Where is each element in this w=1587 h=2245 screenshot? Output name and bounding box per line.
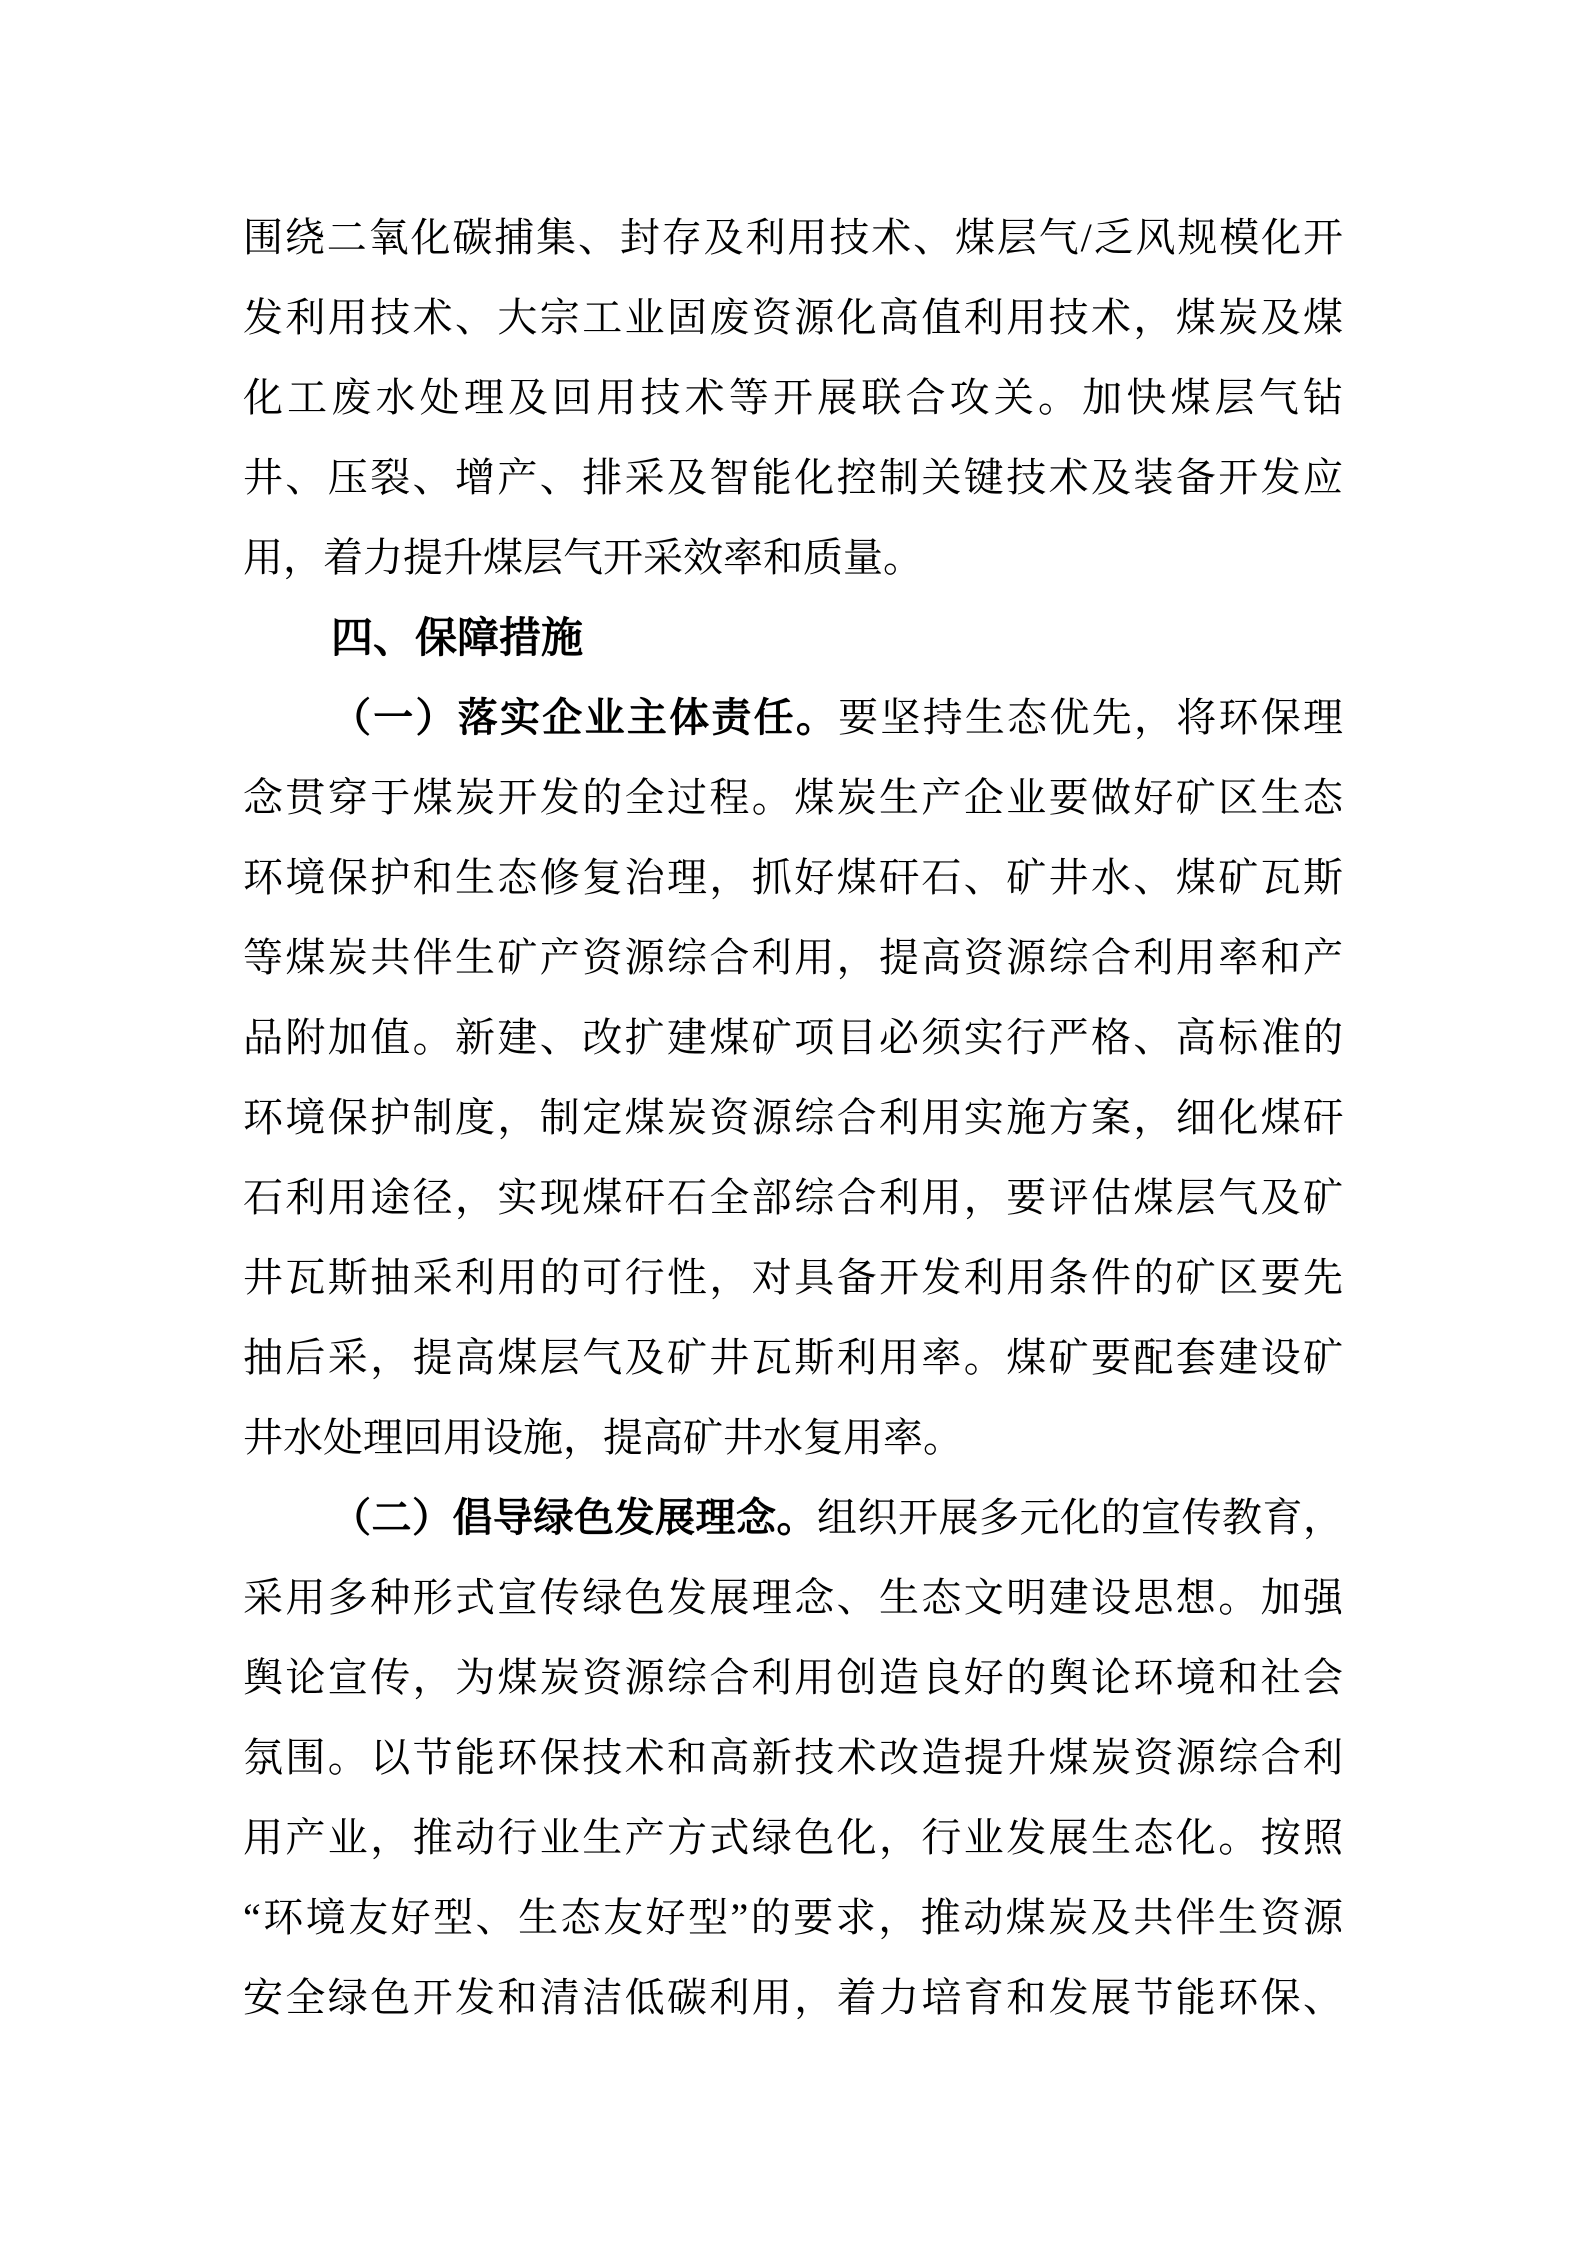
body-line: 井水处理回用设施，提高矿井水复用率。 [243,1415,963,1460]
body-line: 井、压裂、增产、排采及智能化控制关键技术及装备开发应 [243,455,1343,500]
body-line: 舆论宣传，为煤炭资源综合利用创造良好的舆论环境和社会 [243,1655,1343,1700]
body-line: 用，着力提升煤层气开采效率和质量。 [243,535,923,580]
body-line: 用产业，推动行业生产方式绿色化，行业发展生态化。按照 [243,1815,1343,1860]
section-heading: 四、保障措施 [331,614,584,661]
body-line: 品附加值。新建、改扩建煤矿项目必须实行严格、高标准的 [243,1015,1343,1060]
body-line: 抽后采，提高煤层气及矿井瓦斯利用率。煤矿要配套建设矿 [243,1335,1343,1380]
body-text: 要坚持生态优先，将环保理 [838,695,1344,740]
body-line: 念贯穿于煤炭开发的全过程。煤炭生产企业要做好矿区生态 [243,775,1343,820]
body-line: 石利用途径，实现煤矸石全部综合利用，要评估煤层气及矿 [243,1175,1343,1220]
subsection-first-line [243,1478,1343,1558]
body-line: 环境保护制度，制定煤炭资源综合利用实施方案，细化煤矸 [243,1095,1343,1140]
body-line: 围绕二氧化碳捕集、封存及利用技术、煤层气/乏风规模化开 [243,215,1343,260]
body-line: 采用多种形式宣传绿色发展理念、生态文明建设思想。加强 [243,1575,1343,1620]
body-line: 环境保护和生态修复治理，抓好煤矸石、矿井水、煤矿瓦斯 [243,855,1343,900]
body-text: 组织开展多元化的宣传教育， [817,1495,1343,1540]
subsection-lead: （二）倡导绿色发展理念。 [331,1495,817,1540]
subsection-lead: （一）落实企业主体责任。 [331,695,839,740]
body-line: 安全绿色开发和清洁低碳利用，着力培育和发展节能环保、 [243,1975,1343,2020]
subsection-first-line [243,678,1343,758]
body-line: 氛围。以节能环保技术和高新技术改造提升煤炭资源综合利 [243,1735,1343,1780]
body-line: “环境友好型、生态友好型”的要求，推动煤炭及共伴生资源 [243,1895,1343,1940]
body-line: 等煤炭共伴生矿产资源综合利用，提高资源综合利用率和产 [243,935,1343,980]
body-line: 发利用技术、大宗工业固废资源化高值利用技术，煤炭及煤 [243,295,1343,340]
document-text-block [243,198,1343,2038]
body-line: 井瓦斯抽采利用的可行性，对具备开发利用条件的矿区要先 [243,1255,1343,1300]
body-line: 化工废水处理及回用技术等开展联合攻关。加快煤层气钻 [243,375,1343,420]
